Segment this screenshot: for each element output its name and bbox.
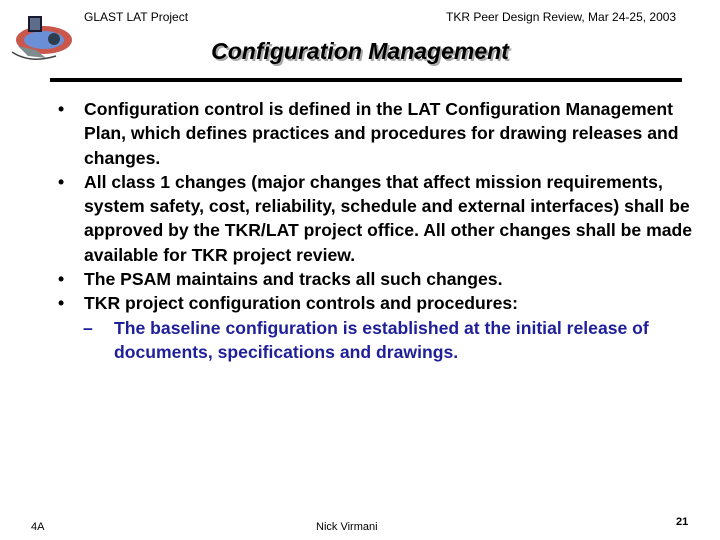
header-project: GLAST LAT Project xyxy=(84,10,189,24)
footer-author: Nick Virmani xyxy=(316,521,378,533)
sub-bullet-item xyxy=(58,316,698,365)
title-rule xyxy=(50,78,682,82)
bullet-text: The PSAM maintains and tracks all such changes. xyxy=(84,269,503,290)
page-number: 21 xyxy=(676,516,689,528)
bullet-marker: • xyxy=(58,269,65,290)
bullet-marker: • xyxy=(58,293,65,314)
slide-title: Configuration Management xyxy=(211,38,509,64)
sub-bullet-marker: – xyxy=(83,317,93,338)
bullet-item xyxy=(58,97,698,170)
header-review: TKR Peer Design Review, Mar 24-25, 2003 xyxy=(446,10,677,24)
bullet-text: All class 1 changes (major changes that affect mission requirements, system safety, cost, reliability, schedule and external interfaces) shall be approved by the TKR/LAT project office. All other changes shall be made available for TKR project review. xyxy=(84,171,693,265)
bullet-text: Configuration control is defined in the LAT Configuration Management Plan, which defines practices and procedures for drawing releases and changes. xyxy=(84,99,679,168)
sub-bullet-text: The baseline configuration is established at the initial release of documents, specifications and drawings. xyxy=(114,317,649,362)
bullet-text: TKR project configuration controls and procedures: xyxy=(84,293,519,314)
bullet-item xyxy=(58,291,698,315)
bullet-marker: • xyxy=(58,171,65,192)
bullet-item xyxy=(58,267,698,291)
bullet-item xyxy=(58,170,698,267)
bullet-marker: • xyxy=(58,99,65,119)
footer-section: 4A xyxy=(31,521,45,533)
bullet-list xyxy=(58,97,698,364)
